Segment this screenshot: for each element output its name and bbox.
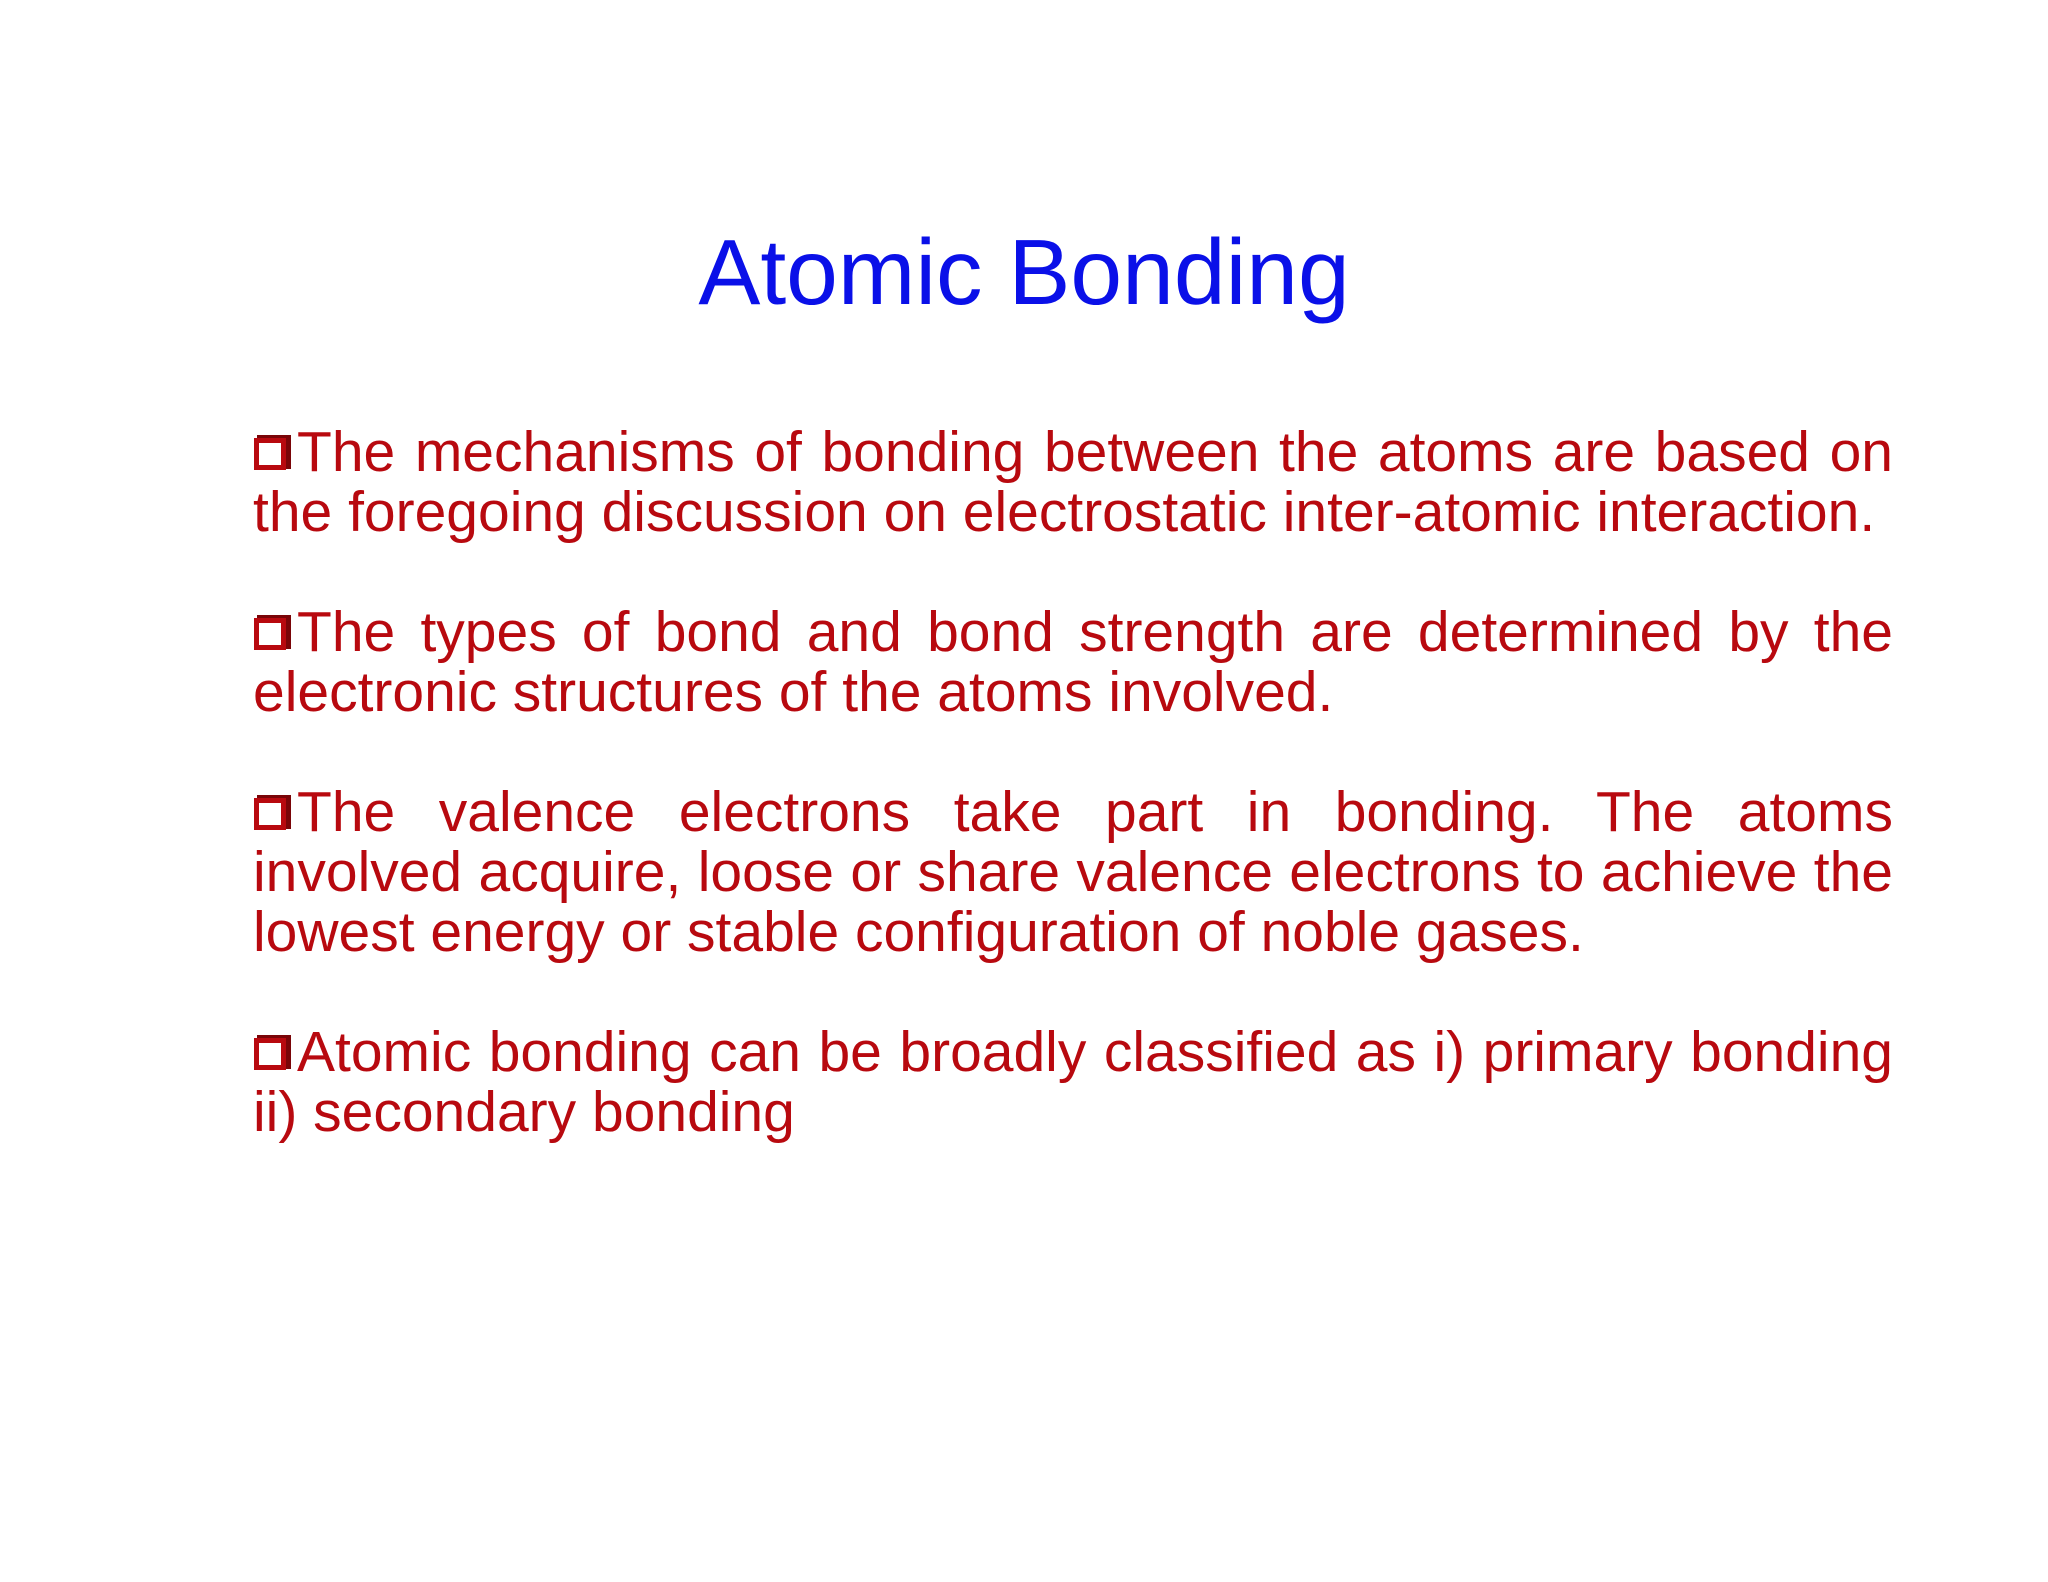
bullet-text: The valence electrons take part in bonding. The atoms involved acquire, loose or share valence electrons to achieve the lowest energy or stable configuration of noble gases. xyxy=(253,780,1893,964)
bullet-item xyxy=(253,602,1893,722)
bullet-item xyxy=(253,1022,1893,1142)
bullet-item xyxy=(253,422,1893,542)
slide-title: Atomic Bonding xyxy=(698,220,1350,324)
checkbox-square-icon xyxy=(253,433,293,473)
bullet-text: The types of bond and bond strength are determined by the electronic structures of the atoms involved. xyxy=(253,600,1893,724)
checkbox-square-icon xyxy=(253,793,293,833)
bullet-text: The mechanisms of bonding between the atoms are based on the foregoing discussion on electrostatic inter-atomic interaction. xyxy=(253,420,1893,544)
checkbox-square-icon xyxy=(253,613,293,653)
bullet-text: Atomic bonding can be broadly classified as i) primary bonding ii) secondary bonding xyxy=(253,1020,1893,1144)
bullet-list xyxy=(253,422,1893,1142)
checkbox-square-icon xyxy=(253,1033,293,1073)
bullet-item xyxy=(253,782,1893,962)
